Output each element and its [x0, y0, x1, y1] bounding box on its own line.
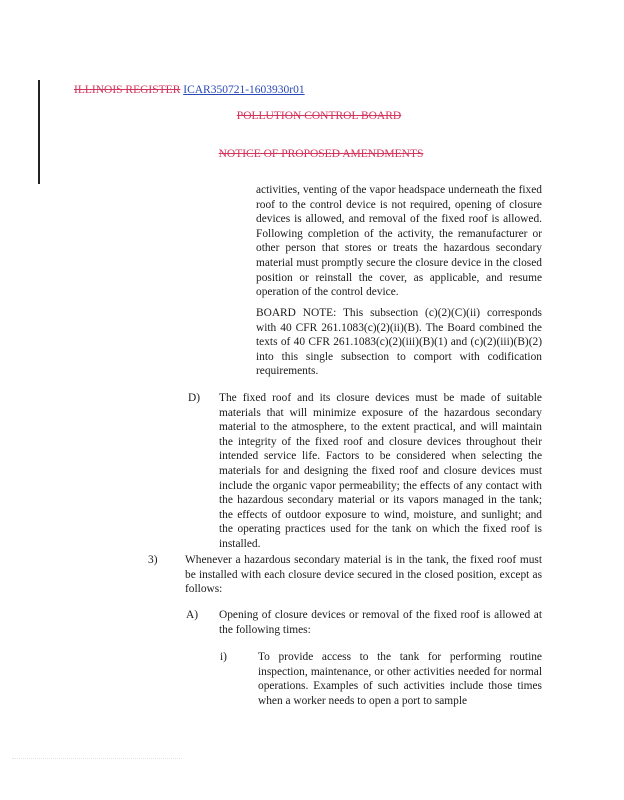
paragraph-continuation: activities, venting of the vapor headspace underneath the fixed roof to the control device is not required, opening of closure devices is allowed, and removal of the fixed roof is allowed. Following completion of the activity, the remanufacturer or other person that stores or treats the hazardous secondary material must promptly secure the closure device in the closed position or reinstall the cover, as applicable, and resume operation of the control device. [256, 184, 542, 299]
board-title-deleted: POLLUTION CONTROL BOARD [236, 110, 402, 122]
footer-divider [12, 758, 182, 760]
register-id-inserted: ICAR350721-1603930r01 [183, 84, 305, 96]
board-note: BOARD NOTE: This subsection (c)(2)(C)(ii) corresponds with 40 CFR 261.1083(c)(2)(ii)(B). The Board combined the texts of 40 CFR 261.1083(c)(2)(iii)(B)(1) and (c)(2)(iii)(B)(2) into this single subsection to comport with codification requirements. [256, 307, 542, 378]
register-title-deleted: ILLINOIS REGISTER [74, 84, 181, 96]
subsection-i-text: To provide access to the tank for performing routine inspection, maintenance, or other activities needed for normal operations. Examples of such activities include those times when a worker needs to open a port to sample [258, 651, 542, 707]
subsection-3-label: 3) [148, 554, 158, 566]
subsection-a-label: A) [186, 609, 199, 621]
subsection-d-label: D) [188, 392, 201, 404]
subsection-i-label: i) [220, 651, 227, 663]
register-header [74, 84, 305, 96]
notice-title-deleted: NOTICE OF PROPOSED AMENDMENTS [218, 148, 424, 160]
subsection-3-text: Whenever a hazardous secondary material is in the tank, the fixed roof must be installed with each closure device secured in the closed position, except as follows: [185, 554, 542, 596]
notice-header [0, 148, 624, 160]
board-header [0, 110, 624, 122]
subsection-d-text: The fixed roof and its closure devices must be made of suitable materials that will minimize exposure of the hazardous secondary material to the atmosphere, to the extent practical, and will maintain the integrity of the fixed roof and closure devices throughout their intended service life. Factors to be considered when selecting the materials for and designing the fixed roof and closure devices must include the organic vapor permeability; the effects of any contact with the hazardous secondary material or its vapors managed in the tank; the effects of outdoor exposure to wind, moisture, and sunlight; and the operating practices used for the tank on which the fixed roof is installed. [219, 392, 542, 550]
subsection-a-text: Opening of closure devices or removal of the fixed roof is allowed at the following times: [219, 609, 542, 636]
change-bar [38, 80, 40, 184]
